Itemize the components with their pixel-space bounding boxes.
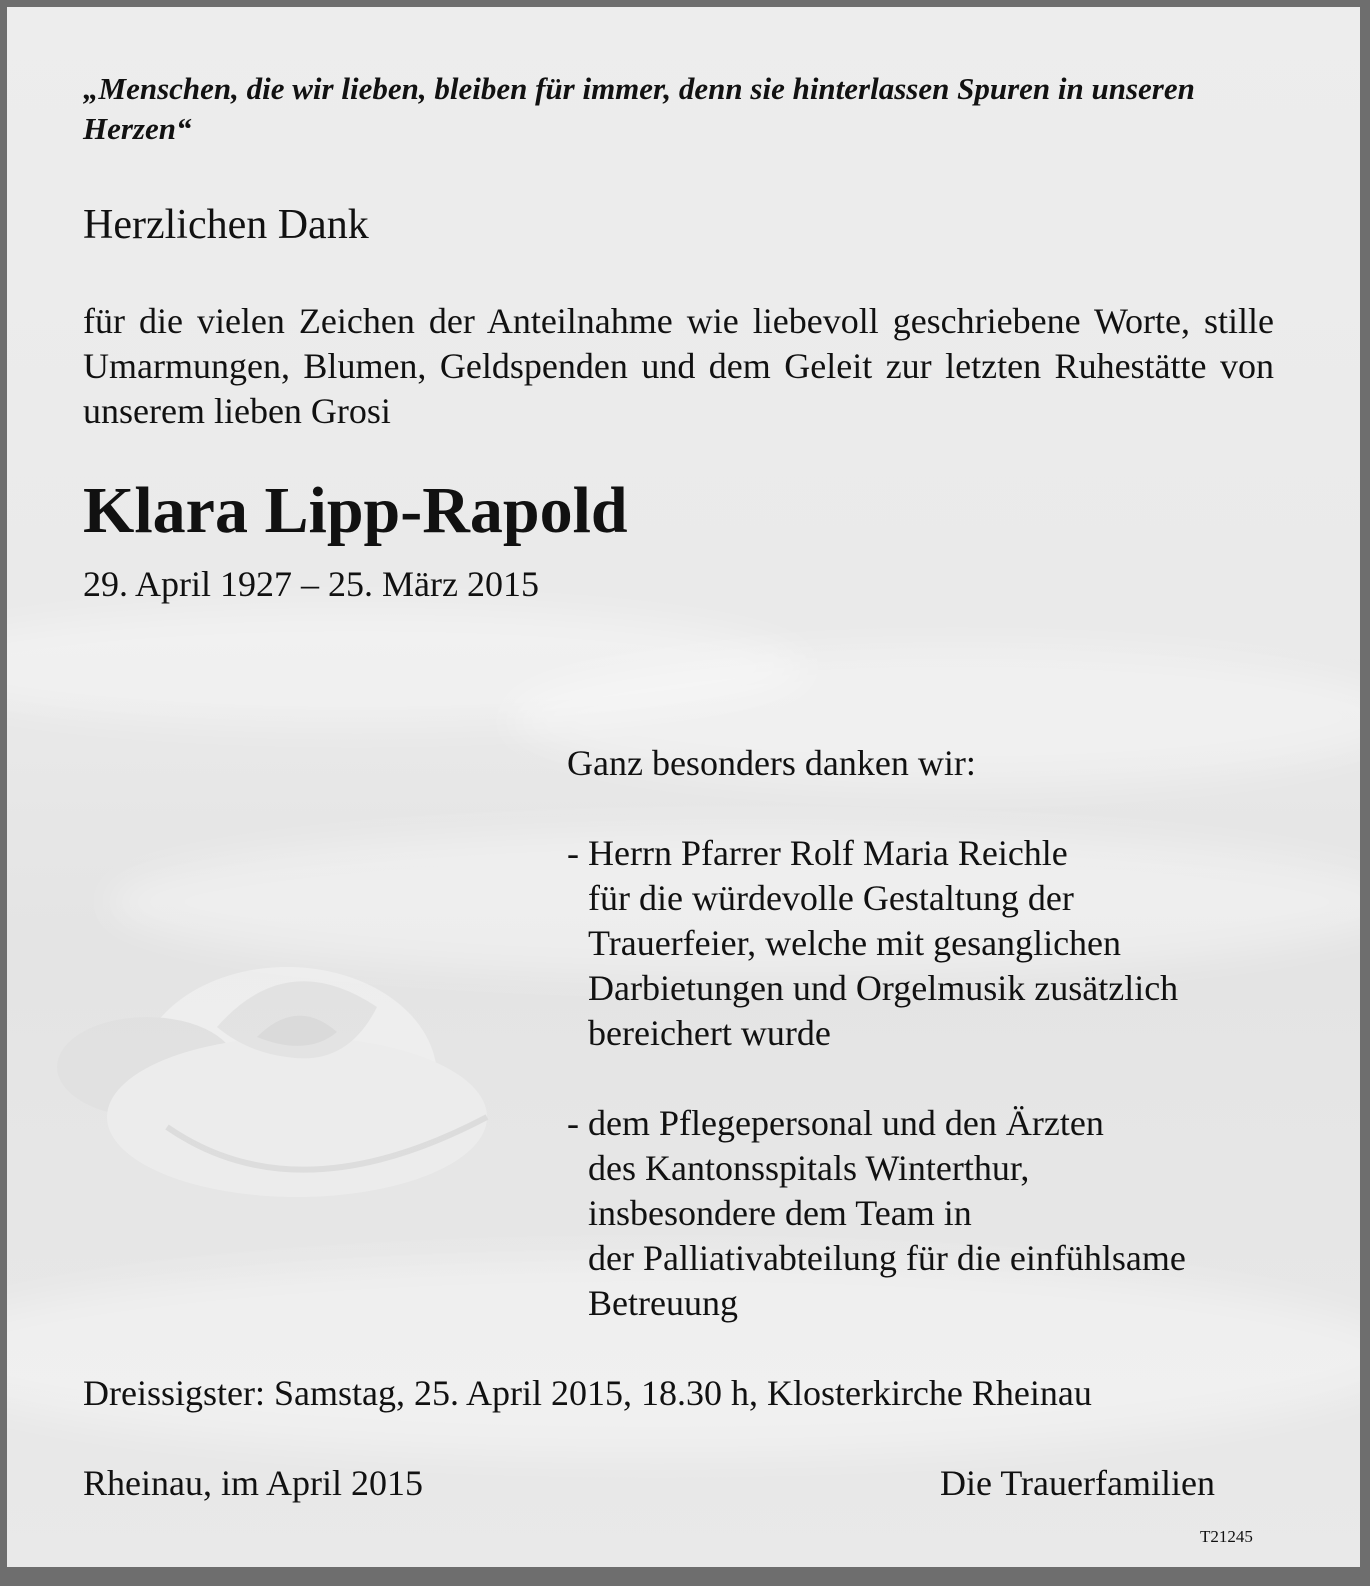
life-dates: 29. April 1927 – 25. März 2015 xyxy=(83,564,539,604)
thanks-item-line: der Palliativabteilung für die einfühlsame xyxy=(588,1238,1186,1278)
thanks-item-first-line: - Herrn Pfarrer Rolf Maria Reichle xyxy=(567,833,1068,873)
thanks-item-line: Darbietungen und Orgelmusik zusätzlich xyxy=(588,968,1179,1008)
obituary-notice xyxy=(7,7,1360,1567)
signature: Die Trauerfamilien xyxy=(940,1463,1215,1503)
ad-code: T21245 xyxy=(1200,1527,1253,1546)
thanks-item-line: bereichert wurde xyxy=(588,1013,831,1053)
place-date: Rheinau, im April 2015 xyxy=(83,1463,423,1503)
thanks-item-line: für die würdevolle Gestaltung der xyxy=(588,878,1074,918)
thanks-item xyxy=(567,1101,1186,1326)
thanks-item-line: Betreuung xyxy=(588,1283,738,1323)
thanks-item xyxy=(567,831,1178,1056)
thanks-item-line: Trauerfeier, welche mit gesanglichen xyxy=(588,923,1122,963)
memorial-service: Dreissigster: Samstag, 25. April 2015, 18.30 h, Klosterkirche Rheinau xyxy=(83,1373,1092,1413)
quote: „Menschen, die wir lieben, bleiben für immer, denn sie hinterlassen Spuren in unseren Herzen“ xyxy=(83,71,1195,146)
intro-text: für die vielen Zeichen der Anteilnahme wie liebevoll geschriebene Worte, stille Umarmungen, Blumen, Geldspenden und dem Geleit zur letzten Ruhestätte von unserem lieben Grosi xyxy=(83,301,1274,431)
heading: Herzlichen Dank xyxy=(83,202,369,248)
deceased-name: Klara Lipp-Rapold xyxy=(83,474,628,547)
thanks-heading: Ganz besonders danken wir: xyxy=(567,743,976,783)
thanks-item-line: des Kantonsspitals Winterthur, xyxy=(588,1148,1030,1188)
rose-watermark-image xyxy=(47,937,517,1227)
thanks-item-first-line: - dem Pflegepersonal und den Ärzten xyxy=(567,1103,1104,1143)
thanks-item-line: insbesondere dem Team in xyxy=(588,1193,972,1233)
